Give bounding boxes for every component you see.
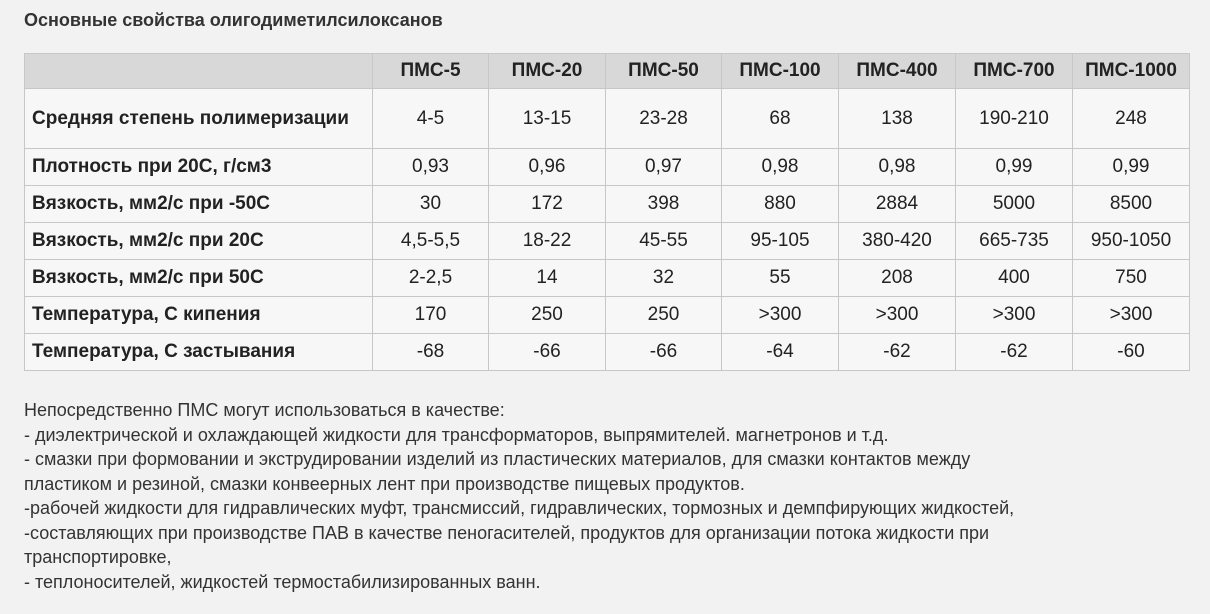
table-cell: >300 — [839, 297, 956, 334]
table-cell: 398 — [606, 186, 722, 223]
table-row — [25, 149, 1190, 186]
column-header: ПМС-1000 — [1073, 54, 1190, 89]
table-cell: 0,99 — [956, 149, 1073, 186]
table-header-row — [25, 54, 1190, 89]
table-cell: >300 — [956, 297, 1073, 334]
table-cell: >300 — [1073, 297, 1190, 334]
column-header: ПМС-50 — [606, 54, 722, 89]
table-cell: 665-735 — [956, 223, 1073, 260]
table-cell: 30 — [373, 186, 489, 223]
table-cell: 32 — [606, 260, 722, 297]
row-label: Плотность при 20С, г/см3 — [25, 149, 373, 186]
table-row — [25, 297, 1190, 334]
table-cell: -66 — [606, 334, 722, 371]
table-cell: -64 — [722, 334, 839, 371]
table-cell: 95-105 — [722, 223, 839, 260]
table-cell: 0,96 — [489, 149, 606, 186]
table-cell: 5000 — [956, 186, 1073, 223]
row-label: Температура, С застывания — [25, 334, 373, 371]
table-cell: 45-55 — [606, 223, 722, 260]
table-cell: 138 — [839, 89, 956, 149]
table-cell: 950-1050 — [1073, 223, 1190, 260]
table-cell: 250 — [606, 297, 722, 334]
table-cell: 13-15 — [489, 89, 606, 149]
description-line: - диэлектрической и охлаждающей жидкости для трансформаторов, выпрямителей. магнетронов и т.д. — [24, 424, 889, 445]
header-corner-cell — [25, 54, 373, 89]
column-header: ПМС-5 — [373, 54, 489, 89]
table-cell: 750 — [1073, 260, 1190, 297]
table-cell: 4,5-5,5 — [373, 223, 489, 260]
table-row — [25, 260, 1190, 297]
column-header: ПМС-100 — [722, 54, 839, 89]
table-cell: 380-420 — [839, 223, 956, 260]
table-cell: 14 — [489, 260, 606, 297]
table-cell: 2884 — [839, 186, 956, 223]
table-row — [25, 223, 1190, 260]
description-line: - теплоносителей, жидкостей термостабилизированных ванн. — [24, 571, 541, 592]
table-cell: 0,98 — [839, 149, 956, 186]
table-cell: 55 — [722, 260, 839, 297]
description-line: -рабочей жидкости для гидравлических муфт, трансмиссий, гидравлических, тормозных и демпфирующих жидкостей, — [24, 498, 1015, 518]
table-cell: 190-210 — [956, 89, 1073, 149]
table-cell: 18-22 — [489, 223, 606, 260]
table-cell: 0,98 — [722, 149, 839, 186]
table-cell: 248 — [1073, 89, 1190, 149]
row-label: Вязкость, мм2/с при 20С — [25, 223, 373, 260]
row-label: Температура, С кипения — [25, 297, 373, 334]
table-cell: >300 — [722, 297, 839, 334]
column-header: ПМС-20 — [489, 54, 606, 89]
table-cell: 68 — [722, 89, 839, 149]
row-label: Вязкость, мм2/с при -50С — [25, 186, 373, 223]
table-cell: -68 — [373, 334, 489, 371]
table-cell: 23-28 — [606, 89, 722, 149]
row-label: Средняя степень полимеризации — [25, 89, 373, 149]
page-title: Основные свойства олигодиметилсилоксанов — [24, 10, 443, 30]
table-row — [25, 186, 1190, 223]
table-cell: 400 — [956, 260, 1073, 297]
table-cell: 2-2,5 — [373, 260, 489, 297]
table-cell: -62 — [839, 334, 956, 371]
table-cell: 0,99 — [1073, 149, 1190, 186]
column-header: ПМС-400 — [839, 54, 956, 89]
table-row — [25, 334, 1190, 371]
description-line: пластиком и резиной, смазки конвеерных лент при производстве пищевых продуктов. — [24, 473, 745, 494]
table-cell: -66 — [489, 334, 606, 371]
table-cell: 0,93 — [373, 149, 489, 186]
table-cell: -62 — [956, 334, 1073, 371]
description-line: -составляющих при производстве ПАВ в качестве пеногасителей, продуктов для организации потока жидкости при — [24, 522, 990, 543]
table-cell: 0,97 — [606, 149, 722, 186]
table-row — [25, 89, 1190, 149]
properties-table — [24, 53, 1190, 371]
table-cell: 170 — [373, 297, 489, 334]
table-cell: 172 — [489, 186, 606, 223]
table-cell: 880 — [722, 186, 839, 223]
table-cell: 250 — [489, 297, 606, 334]
usage-description — [24, 398, 1199, 594]
description-line: транспортировке, — [24, 547, 172, 567]
table-cell: 208 — [839, 260, 956, 297]
row-label: Вязкость, мм2/с при 50С — [25, 260, 373, 297]
description-line: Непосредственно ПМС могут использоваться в качестве: — [24, 400, 505, 420]
column-header: ПМС-700 — [956, 54, 1073, 89]
description-line: - смазки при формовании и экструдировании изделий из пластических материалов, для смазки контактов между — [24, 449, 971, 469]
table-cell: 8500 — [1073, 186, 1190, 223]
table-cell: 4-5 — [373, 89, 489, 149]
table-cell: -60 — [1073, 334, 1190, 371]
